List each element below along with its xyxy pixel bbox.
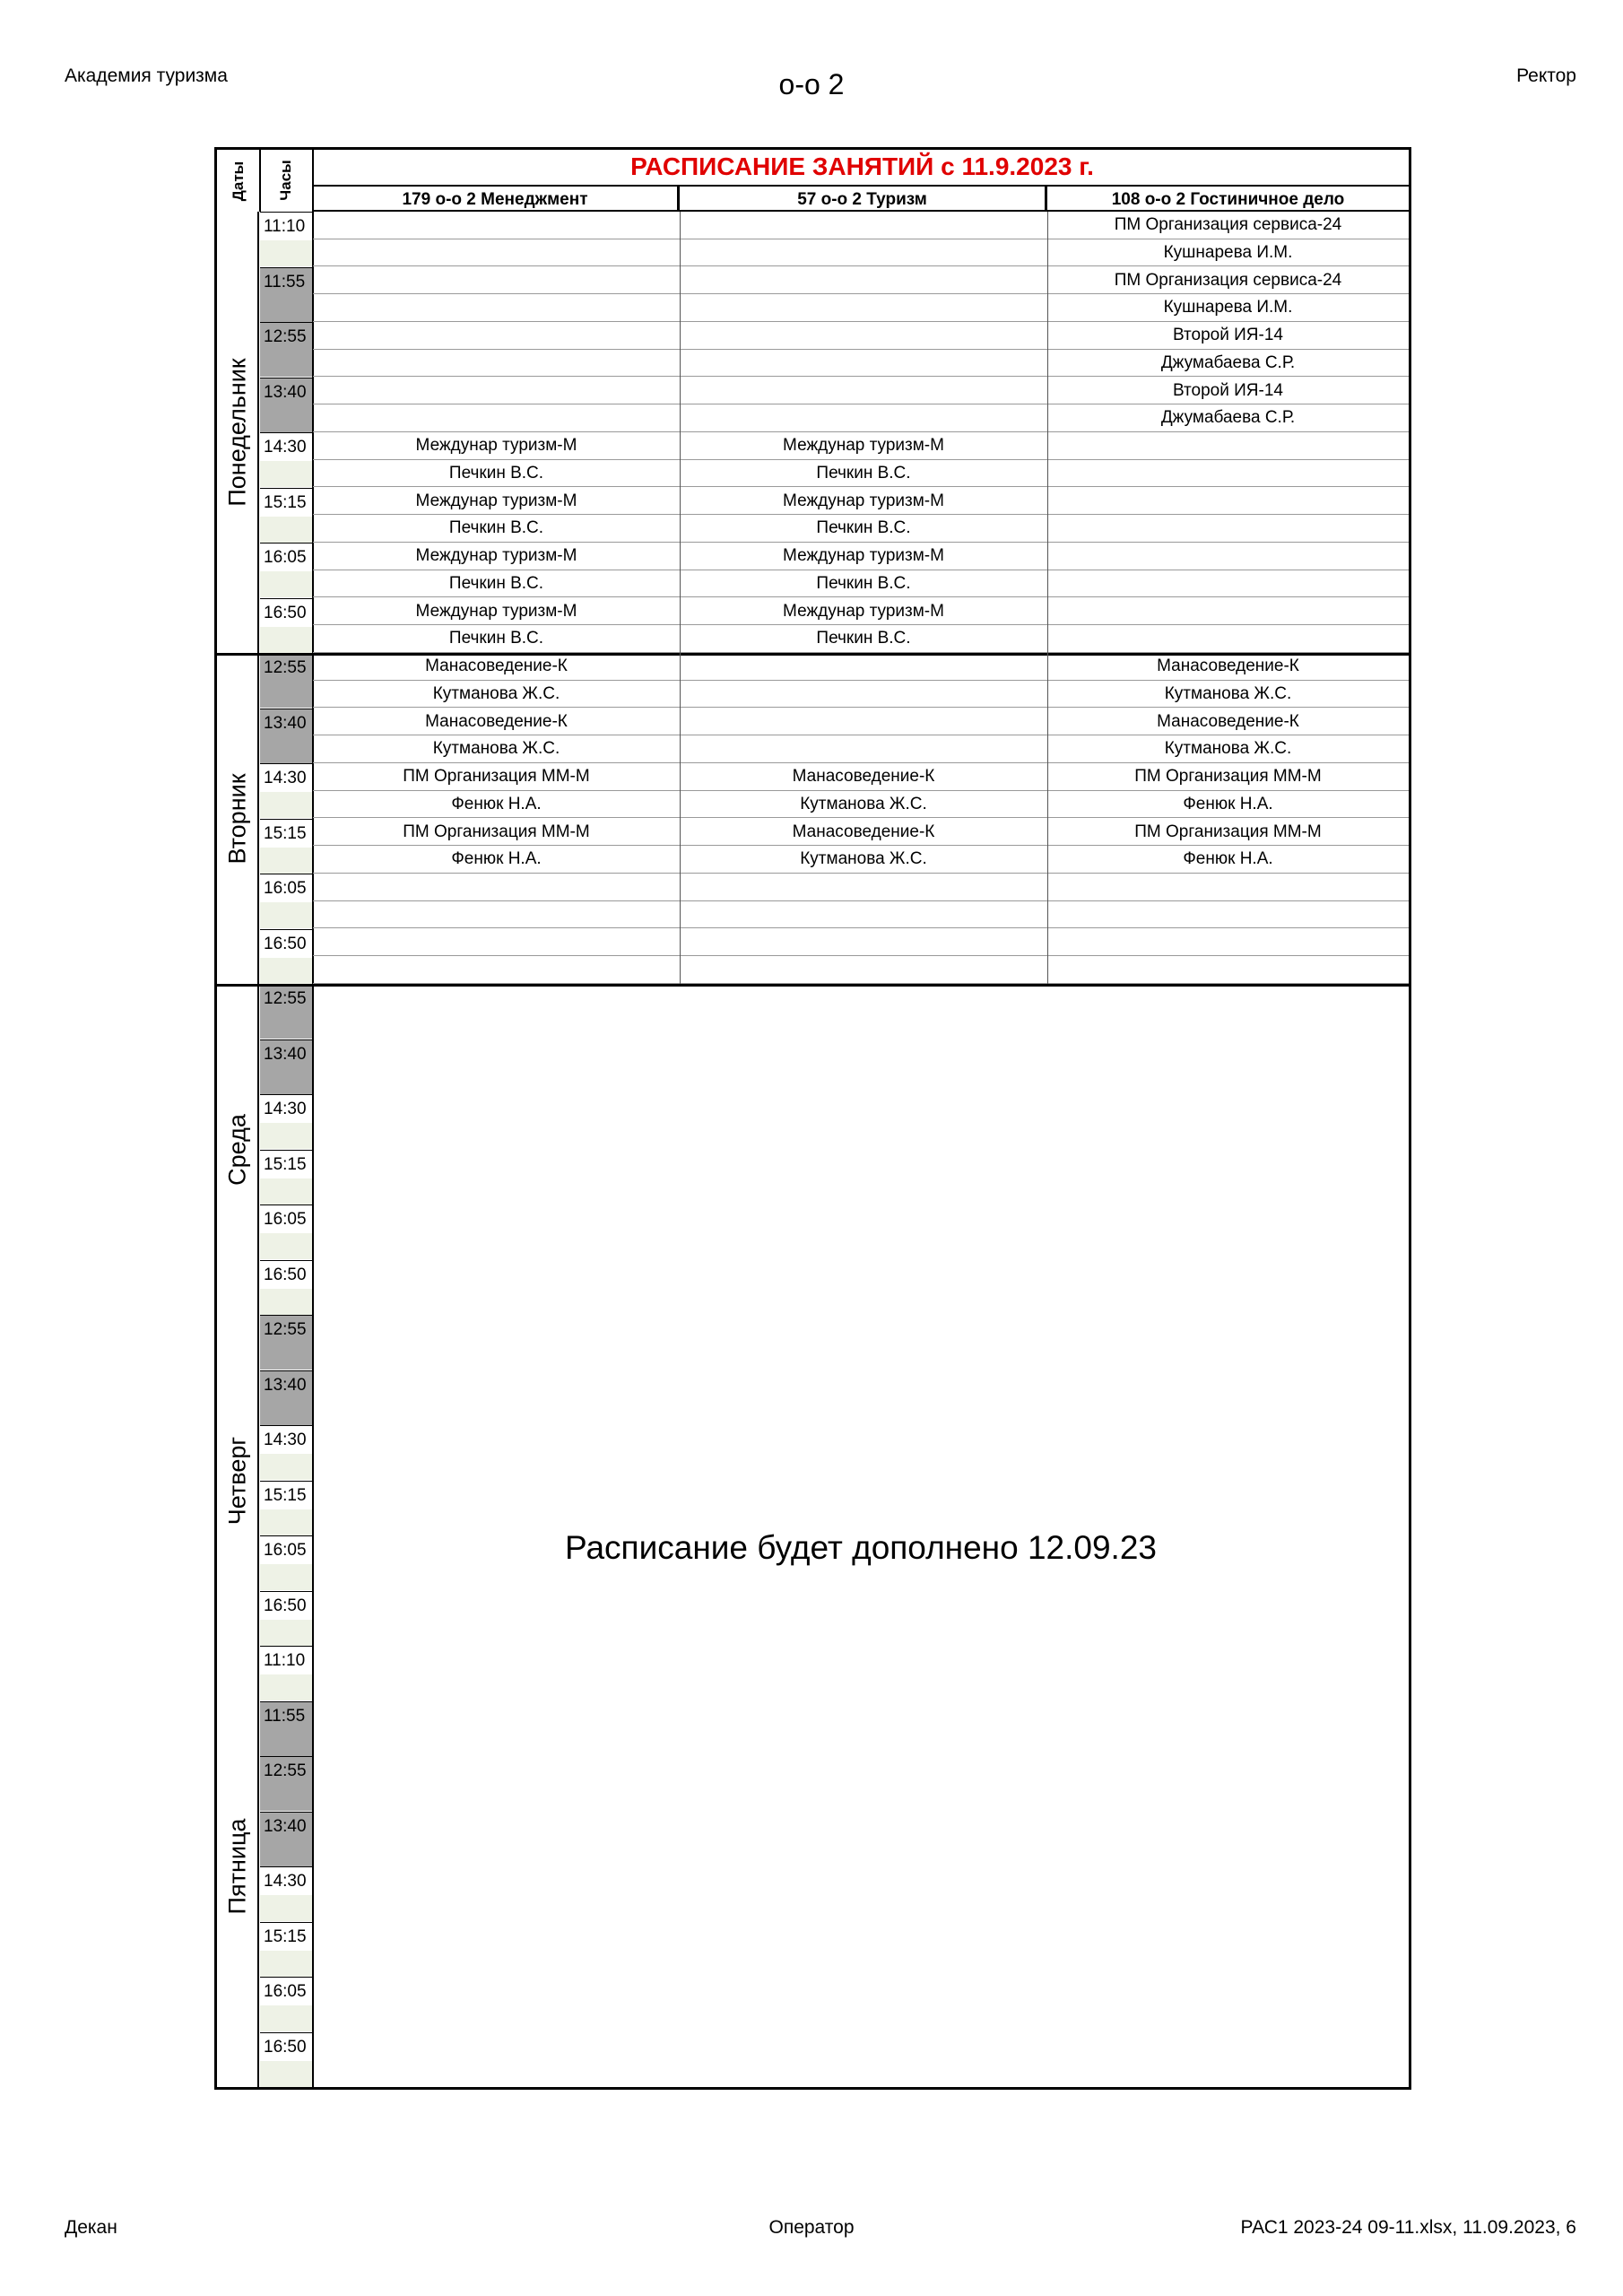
organization-name: Академия туризма <box>65 65 228 86</box>
time-slot <box>260 984 312 1039</box>
teacher-cell: Джумабаева С.Р. <box>1047 404 1409 432</box>
time-label: 16:05 <box>264 879 307 898</box>
time-slot <box>260 1922 312 1977</box>
operator-label: Оператор <box>768 2217 855 2238</box>
time-slot <box>260 1535 312 1590</box>
subject-cell <box>680 929 1047 957</box>
time-slot <box>260 432 312 487</box>
teacher-cell <box>680 294 1047 322</box>
time-slot <box>260 1205 312 1259</box>
teacher-cell: Печкин В.С. <box>680 625 1047 653</box>
teacher-cell: Кутманова Ж.С. <box>680 791 1047 819</box>
subject-cell <box>313 322 680 350</box>
subject-cell: ПМ Организация сервиса-24 <box>1047 267 1409 295</box>
teacher-cell: Кушнарева И.М. <box>1047 294 1409 322</box>
subject-cell: Междунар туризм-М <box>313 488 680 516</box>
time-slot <box>260 819 312 874</box>
subject-cell <box>680 378 1047 405</box>
subject-cell <box>680 322 1047 350</box>
teacher-cell <box>313 239 680 267</box>
schedule-note: Расписание будет дополнено 12.09.23 <box>565 1529 1157 1566</box>
subject-cell: Манасоведение-К <box>1047 709 1409 736</box>
teacher-cell: Печкин В.С. <box>313 570 680 598</box>
group-header: 57 о-о 2 Туризм <box>680 185 1047 212</box>
teacher-cell: Фенюк Н.А. <box>1047 791 1409 819</box>
time-label: 12:55 <box>264 1320 307 1339</box>
teacher-cell <box>1047 956 1409 984</box>
teacher-cell: Фенюк Н.А. <box>313 791 680 819</box>
teacher-cell <box>680 681 1047 709</box>
teacher-cell <box>313 956 680 984</box>
time-slot <box>260 378 312 432</box>
subject-cell: ПМ Организация ММ-М <box>313 819 680 847</box>
teacher-cell: Кутманова Ж.С. <box>313 681 680 709</box>
time-slot <box>260 709 312 763</box>
teacher-cell: Фенюк Н.А. <box>313 846 680 874</box>
page-title: о-о 2 <box>778 68 845 100</box>
teacher-cell <box>680 956 1047 984</box>
time-slot <box>260 598 312 653</box>
column-divider <box>680 212 681 984</box>
time-label: 12:55 <box>264 989 307 1008</box>
subject-cell <box>313 929 680 957</box>
subject-cell: Междунар туризм-М <box>313 432 680 460</box>
time-label: 13:40 <box>264 713 307 733</box>
subject-cell <box>680 874 1047 901</box>
time-slot <box>260 543 312 597</box>
teacher-cell: Джумабаева С.Р. <box>1047 350 1409 378</box>
day-name: Среда <box>223 1113 250 1186</box>
time-label: 16:05 <box>264 1982 307 2001</box>
teacher-cell: Кутманова Ж.С. <box>1047 735 1409 763</box>
rector-label: Ректор <box>1516 65 1576 86</box>
time-slot <box>260 1260 312 1315</box>
time-label: 14:30 <box>264 1431 307 1449</box>
subject-cell <box>680 653 1047 681</box>
day-separator <box>217 653 1409 656</box>
time-slot <box>260 1812 312 1866</box>
subject-cell <box>1047 929 1409 957</box>
subject-cell <box>313 874 680 901</box>
time-slot <box>260 1977 312 2031</box>
subject-cell: Междунар туризм-М <box>680 488 1047 516</box>
time-label: 16:50 <box>264 934 307 953</box>
time-slot <box>260 1756 312 1811</box>
subject-cell: ПМ Организация сервиса-24 <box>1047 212 1409 239</box>
subject-cell <box>680 267 1047 295</box>
teacher-cell <box>313 404 680 432</box>
time-label: 13:40 <box>264 382 307 402</box>
subject-cell <box>680 212 1047 239</box>
file-info: РАС1 2023-24 09-11.xlsx, 11.09.2023, 6 <box>1240 2217 1576 2238</box>
time-label: 16:05 <box>264 548 307 567</box>
subject-cell <box>313 267 680 295</box>
subject-cell: Манасоведение-К <box>1047 653 1409 681</box>
day-name: Пятница <box>223 1818 250 1915</box>
note-area <box>313 984 1409 2087</box>
time-label: 14:30 <box>264 769 307 787</box>
hours-header-label: Часы <box>277 160 294 201</box>
time-label: 15:15 <box>264 823 307 843</box>
day-label-cell <box>217 984 259 1315</box>
subject-cell: Междунар туризм-М <box>313 543 680 570</box>
time-slot <box>260 1425 312 1480</box>
day-label-cell <box>217 1646 259 2087</box>
teacher-cell: Печкин В.С. <box>680 570 1047 598</box>
time-slot <box>260 653 312 708</box>
teacher-cell <box>680 350 1047 378</box>
subject-cell: Междунар туризм-М <box>313 598 680 626</box>
teacher-cell: Кушнарева И.М. <box>1047 239 1409 267</box>
day-label-cell <box>217 212 259 653</box>
teacher-cell <box>313 901 680 929</box>
teacher-cell <box>680 404 1047 432</box>
time-label: 16:05 <box>264 1541 307 1560</box>
dates-column-header <box>217 150 261 212</box>
time-slot <box>260 2032 312 2087</box>
subject-cell <box>680 709 1047 736</box>
teacher-cell: Печкин В.С. <box>313 515 680 543</box>
subject-cell: Манасоведение-К <box>680 819 1047 847</box>
teacher-cell <box>680 735 1047 763</box>
group-header: 179 о-о 2 Менеджмент <box>313 185 680 212</box>
time-label: 16:50 <box>264 1596 307 1615</box>
time-label: 14:30 <box>264 438 307 457</box>
time-label: 13:40 <box>264 1044 307 1064</box>
time-label: 15:15 <box>264 492 307 512</box>
time-label: 14:30 <box>264 1100 307 1118</box>
subject-cell: Манасоведение-К <box>313 653 680 681</box>
time-slot <box>260 1866 312 1921</box>
schedule-table <box>214 147 1411 2090</box>
subject-cell: Междунар туризм-М <box>680 598 1047 626</box>
subject-cell: ПМ Организация ММ-М <box>1047 819 1409 847</box>
time-label: 15:15 <box>264 1926 307 1946</box>
time-label: 11:55 <box>264 272 306 291</box>
time-slot <box>260 1591 312 1646</box>
time-slot <box>260 763 312 818</box>
time-label: 11:10 <box>264 1651 306 1670</box>
schedule-title: РАСПИСАНИЕ ЗАНЯТИЙ с 11.9.2023 г. <box>630 152 1094 180</box>
subject-cell <box>1047 488 1409 516</box>
time-slot <box>260 1039 312 1094</box>
title-band <box>217 150 1409 185</box>
teacher-cell: Кутманова Ж.С. <box>1047 681 1409 709</box>
time-label: 12:55 <box>264 658 307 677</box>
time-label: 14:30 <box>264 1872 307 1891</box>
time-slot <box>260 1481 312 1535</box>
subject-cell: ПМ Организация ММ-М <box>1047 763 1409 791</box>
time-slot <box>260 1315 312 1370</box>
group-header: 108 о-о 2 Гостиничное дело <box>1047 185 1409 212</box>
subject-cell <box>1047 874 1409 901</box>
time-slot <box>260 488 312 543</box>
teacher-cell <box>1047 901 1409 929</box>
subject-cell: Второй ИЯ-14 <box>1047 378 1409 405</box>
day-label-cell <box>217 1315 259 1646</box>
time-label: 15:15 <box>264 1154 307 1174</box>
teacher-cell <box>1047 625 1409 653</box>
time-slot <box>260 212 312 266</box>
time-slot <box>260 874 312 928</box>
subject-cell: Манасоведение-К <box>680 763 1047 791</box>
time-label: 11:55 <box>264 1706 306 1726</box>
time-slot <box>260 267 312 322</box>
time-slot <box>260 929 312 984</box>
time-label: 16:50 <box>264 603 307 622</box>
teacher-cell <box>1047 570 1409 598</box>
time-label: 13:40 <box>264 1816 307 1836</box>
time-slot <box>260 1150 312 1205</box>
teacher-cell: Печкин В.С. <box>313 460 680 488</box>
time-slot <box>260 322 312 377</box>
subject-cell: ПМ Организация ММ-М <box>313 763 680 791</box>
teacher-cell: Кутманова Ж.С. <box>680 846 1047 874</box>
day-name: Четверг <box>223 1436 250 1525</box>
subject-cell <box>1047 543 1409 570</box>
teacher-cell: Печкин В.С. <box>313 625 680 653</box>
teacher-cell: Печкин В.С. <box>680 460 1047 488</box>
time-label: 15:15 <box>264 1485 307 1505</box>
subject-cell: Междунар туризм-М <box>680 432 1047 460</box>
column-divider <box>1047 212 1048 984</box>
time-label: 16:50 <box>264 1265 307 1284</box>
subject-cell: Второй ИЯ-14 <box>1047 322 1409 350</box>
teacher-cell: Фенюк Н.А. <box>1047 846 1409 874</box>
time-label: 12:55 <box>264 327 307 346</box>
subject-cell: Манасоведение-К <box>313 709 680 736</box>
subject-cell <box>1047 598 1409 626</box>
dates-header-label: Даты <box>229 161 247 201</box>
subject-cell <box>313 378 680 405</box>
subject-cell: Междунар туризм-М <box>680 543 1047 570</box>
time-label: 12:55 <box>264 1761 307 1780</box>
teacher-cell: Печкин В.С. <box>680 515 1047 543</box>
subject-cell <box>313 212 680 239</box>
teacher-cell <box>1047 460 1409 488</box>
teacher-cell <box>680 239 1047 267</box>
time-slot <box>260 1094 312 1149</box>
time-label: 16:50 <box>264 2037 307 2057</box>
time-slot <box>260 1646 312 1700</box>
time-label: 11:10 <box>264 217 306 236</box>
day-label-cell <box>217 653 259 984</box>
time-label: 13:40 <box>264 1375 307 1395</box>
day-name: Понедельник <box>223 358 250 507</box>
day-name: Вторник <box>223 772 250 865</box>
time-label: 16:05 <box>264 1210 307 1229</box>
time-slot <box>260 1370 312 1425</box>
teacher-cell <box>313 294 680 322</box>
dean-label: Декан <box>65 2217 117 2238</box>
subject-cell <box>1047 432 1409 460</box>
teacher-cell <box>313 350 680 378</box>
time-slot <box>260 1701 312 1756</box>
teacher-cell <box>680 901 1047 929</box>
teacher-cell <box>1047 515 1409 543</box>
teacher-cell: Кутманова Ж.С. <box>313 735 680 763</box>
